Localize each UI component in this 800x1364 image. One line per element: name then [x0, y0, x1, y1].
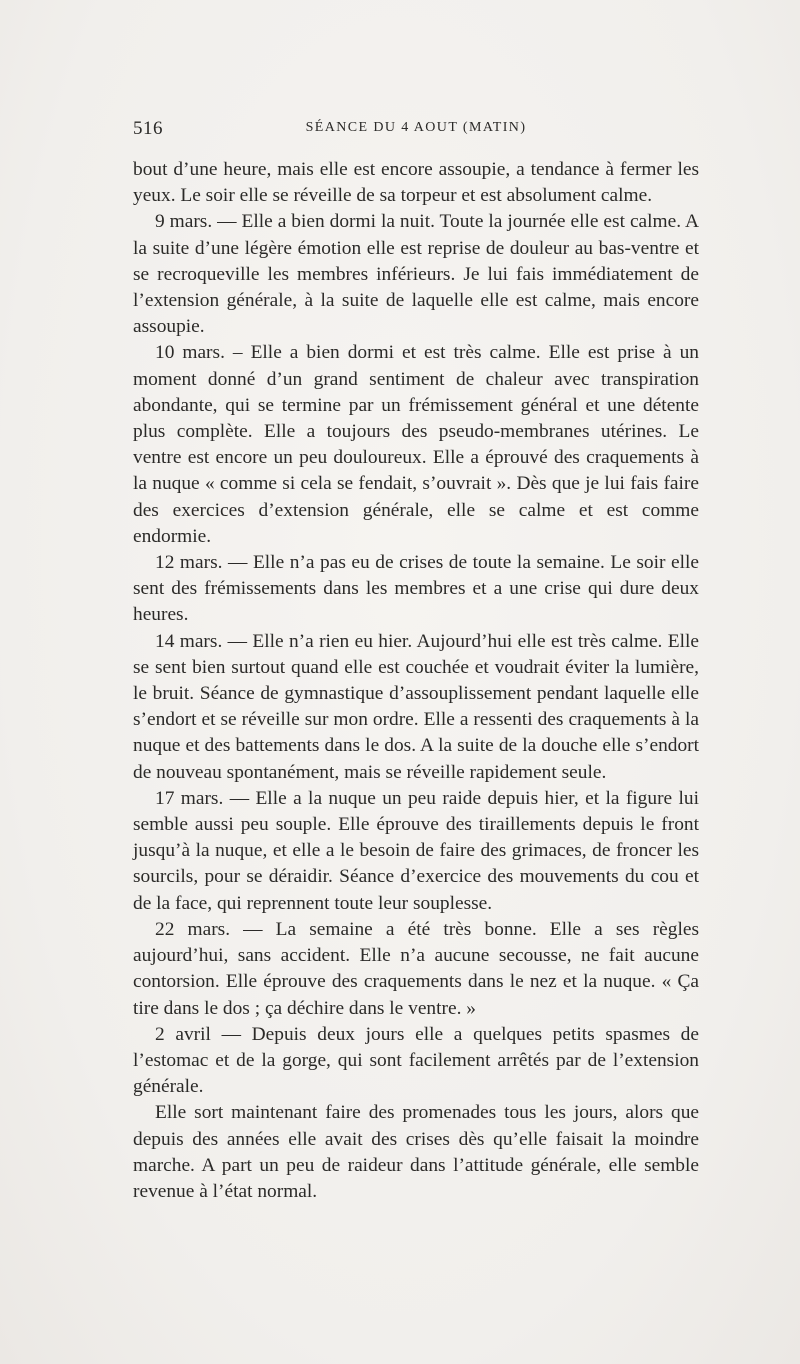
- page-number: 516: [133, 118, 163, 139]
- paragraph: bout d’une heure, mais elle est encore assoupie, a tendance à fermer les yeux. Le soir elle se réveille de sa torpeur et est absolument calme.: [133, 159, 699, 207]
- running-head: SÉANCE DU 4 AOUT (MATIN): [305, 120, 527, 135]
- body-text: [133, 157, 699, 1205]
- paragraph: 22 mars. — La semaine a été très bonne. Elle a ses règles aujourd’hui, sans accident. Elle n’a aucune secousse, ne fait aucune contorsion. Elle éprouve des craquements dans le nez et la nuque. « Ça tire dans le dos ; ça déchire dans le ventre. »: [133, 918, 699, 1019]
- paragraph: 17 mars. — Elle a la nuque un peu raide depuis hier, et la figure lui semble aussi peu souple. Elle éprouve des tiraillements depuis le front jusqu’à la nuque, et elle a le besoin de faire des grimaces, de froncer les sourcils, pour se déraidir. Séance d’exercice des mouvements du cou et de la face, qui reprennent toute leur souplesse.: [133, 787, 699, 914]
- page-header: [133, 118, 699, 144]
- paragraph: 12 mars. — Elle n’a pas eu de crises de toute la semaine. Le soir elle sent des frémissements dans les membres et a une crise qui dure deux heures.: [133, 552, 699, 626]
- paragraph: 2 avril — Depuis deux jours elle a quelques petits spasmes de l’estomac et de la gorge, qui sont facilement arrêtés par de l’extension générale.: [133, 1023, 699, 1098]
- paragraph: Elle sort maintenant faire des promenades tous les jours, alors que depuis des années elle avait des crises dès qu’elle faisait la moindre marche. A part un peu de raideur dans l’attitude générale, elle semble revenue à l’état normal.: [133, 1102, 699, 1202]
- paragraph: 14 mars. — Elle n’a rien eu hier. Aujourd’hui elle est très calme. Elle se sent bien surtout quand elle est couchée et voudrait éviter la lumière, le bruit. Séance de gymnastique d’assouplissement pendant laquelle elle s’endort et se réveille sur mon ordre. Elle a ressenti des craquements à la nuque et des battements dans le dos. A la suite de la douche elle s’endort de nouveau spontanément, mais se réveille rapidement seule.: [133, 630, 699, 783]
- paragraph: 9 mars. — Elle a bien dormi la nuit. Toute la journée elle est calme. A la suite d’une légère émotion elle est reprise de douleur au bas-ventre et se recroqueville les membres inférieurs. Je lui fais immédiatement de l’extension générale, à la suite de laquelle elle est calme, mais encore assoupie.: [133, 211, 699, 338]
- paragraph: 10 mars. – Elle a bien dormi et est très calme. Elle est prise à un moment donné d’un grand sentiment de chaleur avec transpiration abondante, qui se termine par un frémissement général et une détente plus complète. Elle a toujours des pseudo-membranes utérines. Le ventre est encore un peu douloureux. Elle a éprouvé des craquements à la nuque « comme si cela se fendait, s’ouvrait ». Dès que je lui fais faire des exercices d’extension générale, elle se calme et est comme endormie.: [133, 342, 699, 547]
